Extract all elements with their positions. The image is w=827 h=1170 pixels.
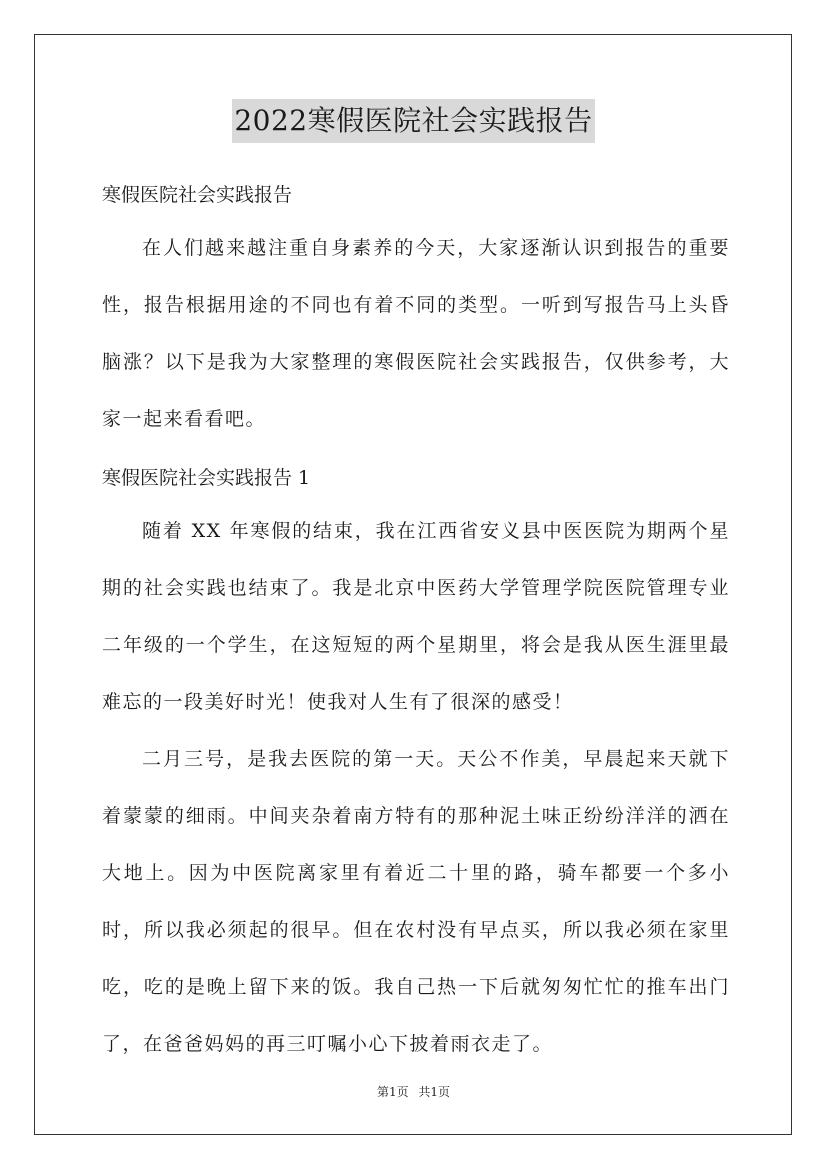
body-paragraph-1: 随着 XX 年寒假的结束，我在江西省安义县中医医院为期两个星期的社会实践也结束了。我是北京中医药大学管理学院医院管理专业二年级的一个学生，在这短短的两个星期里，将会是我从医生涯里最难忘的一段美好时光！使我对人生有了很深的感受！ <box>102 520 730 713</box>
intro-paragraph: 在人们越来越注重自身素养的今天，大家逐渐认识到报告的重要性，报告根据用途的不同也有着不同的类型。一听到写报告马上头昏脑涨？以下是我为大家整理的寒假医院社会实践报告，仅供参考，大家一起来看看吧。 <box>102 237 730 430</box>
section-heading: 寒假医院社会实践报告 1 <box>102 467 311 489</box>
document-title: 2022寒假医院社会实践报告 <box>232 99 594 143</box>
page-number: 第1页 <box>376 1085 409 1099</box>
body-paragraph-2: 二月三号，是我去医院的第一天。天公不作美，早晨起来天就下着蒙蒙的细雨。中间夹杂着南方特有的那种泥土味正纷纷洋洋的洒在大地上。因为中医院离家里有着近二十里的路，骑车都要一个多小时，所以我必须起的很早。但在农村没有早点买，所以我必须在家里吃，吃的是晚上留下来的饭。我自己热一下后就匆匆忙忙的推车出门了，在爸爸妈妈的再三叮嘱小心下披着雨衣走了。 <box>102 748 730 1055</box>
page-footer <box>0 1084 827 1100</box>
page-total: 共1页 <box>418 1085 451 1099</box>
document-subtitle: 寒假医院社会实践报告 <box>102 184 293 206</box>
document-body <box>102 170 730 1073</box>
title-wrap <box>0 99 827 143</box>
